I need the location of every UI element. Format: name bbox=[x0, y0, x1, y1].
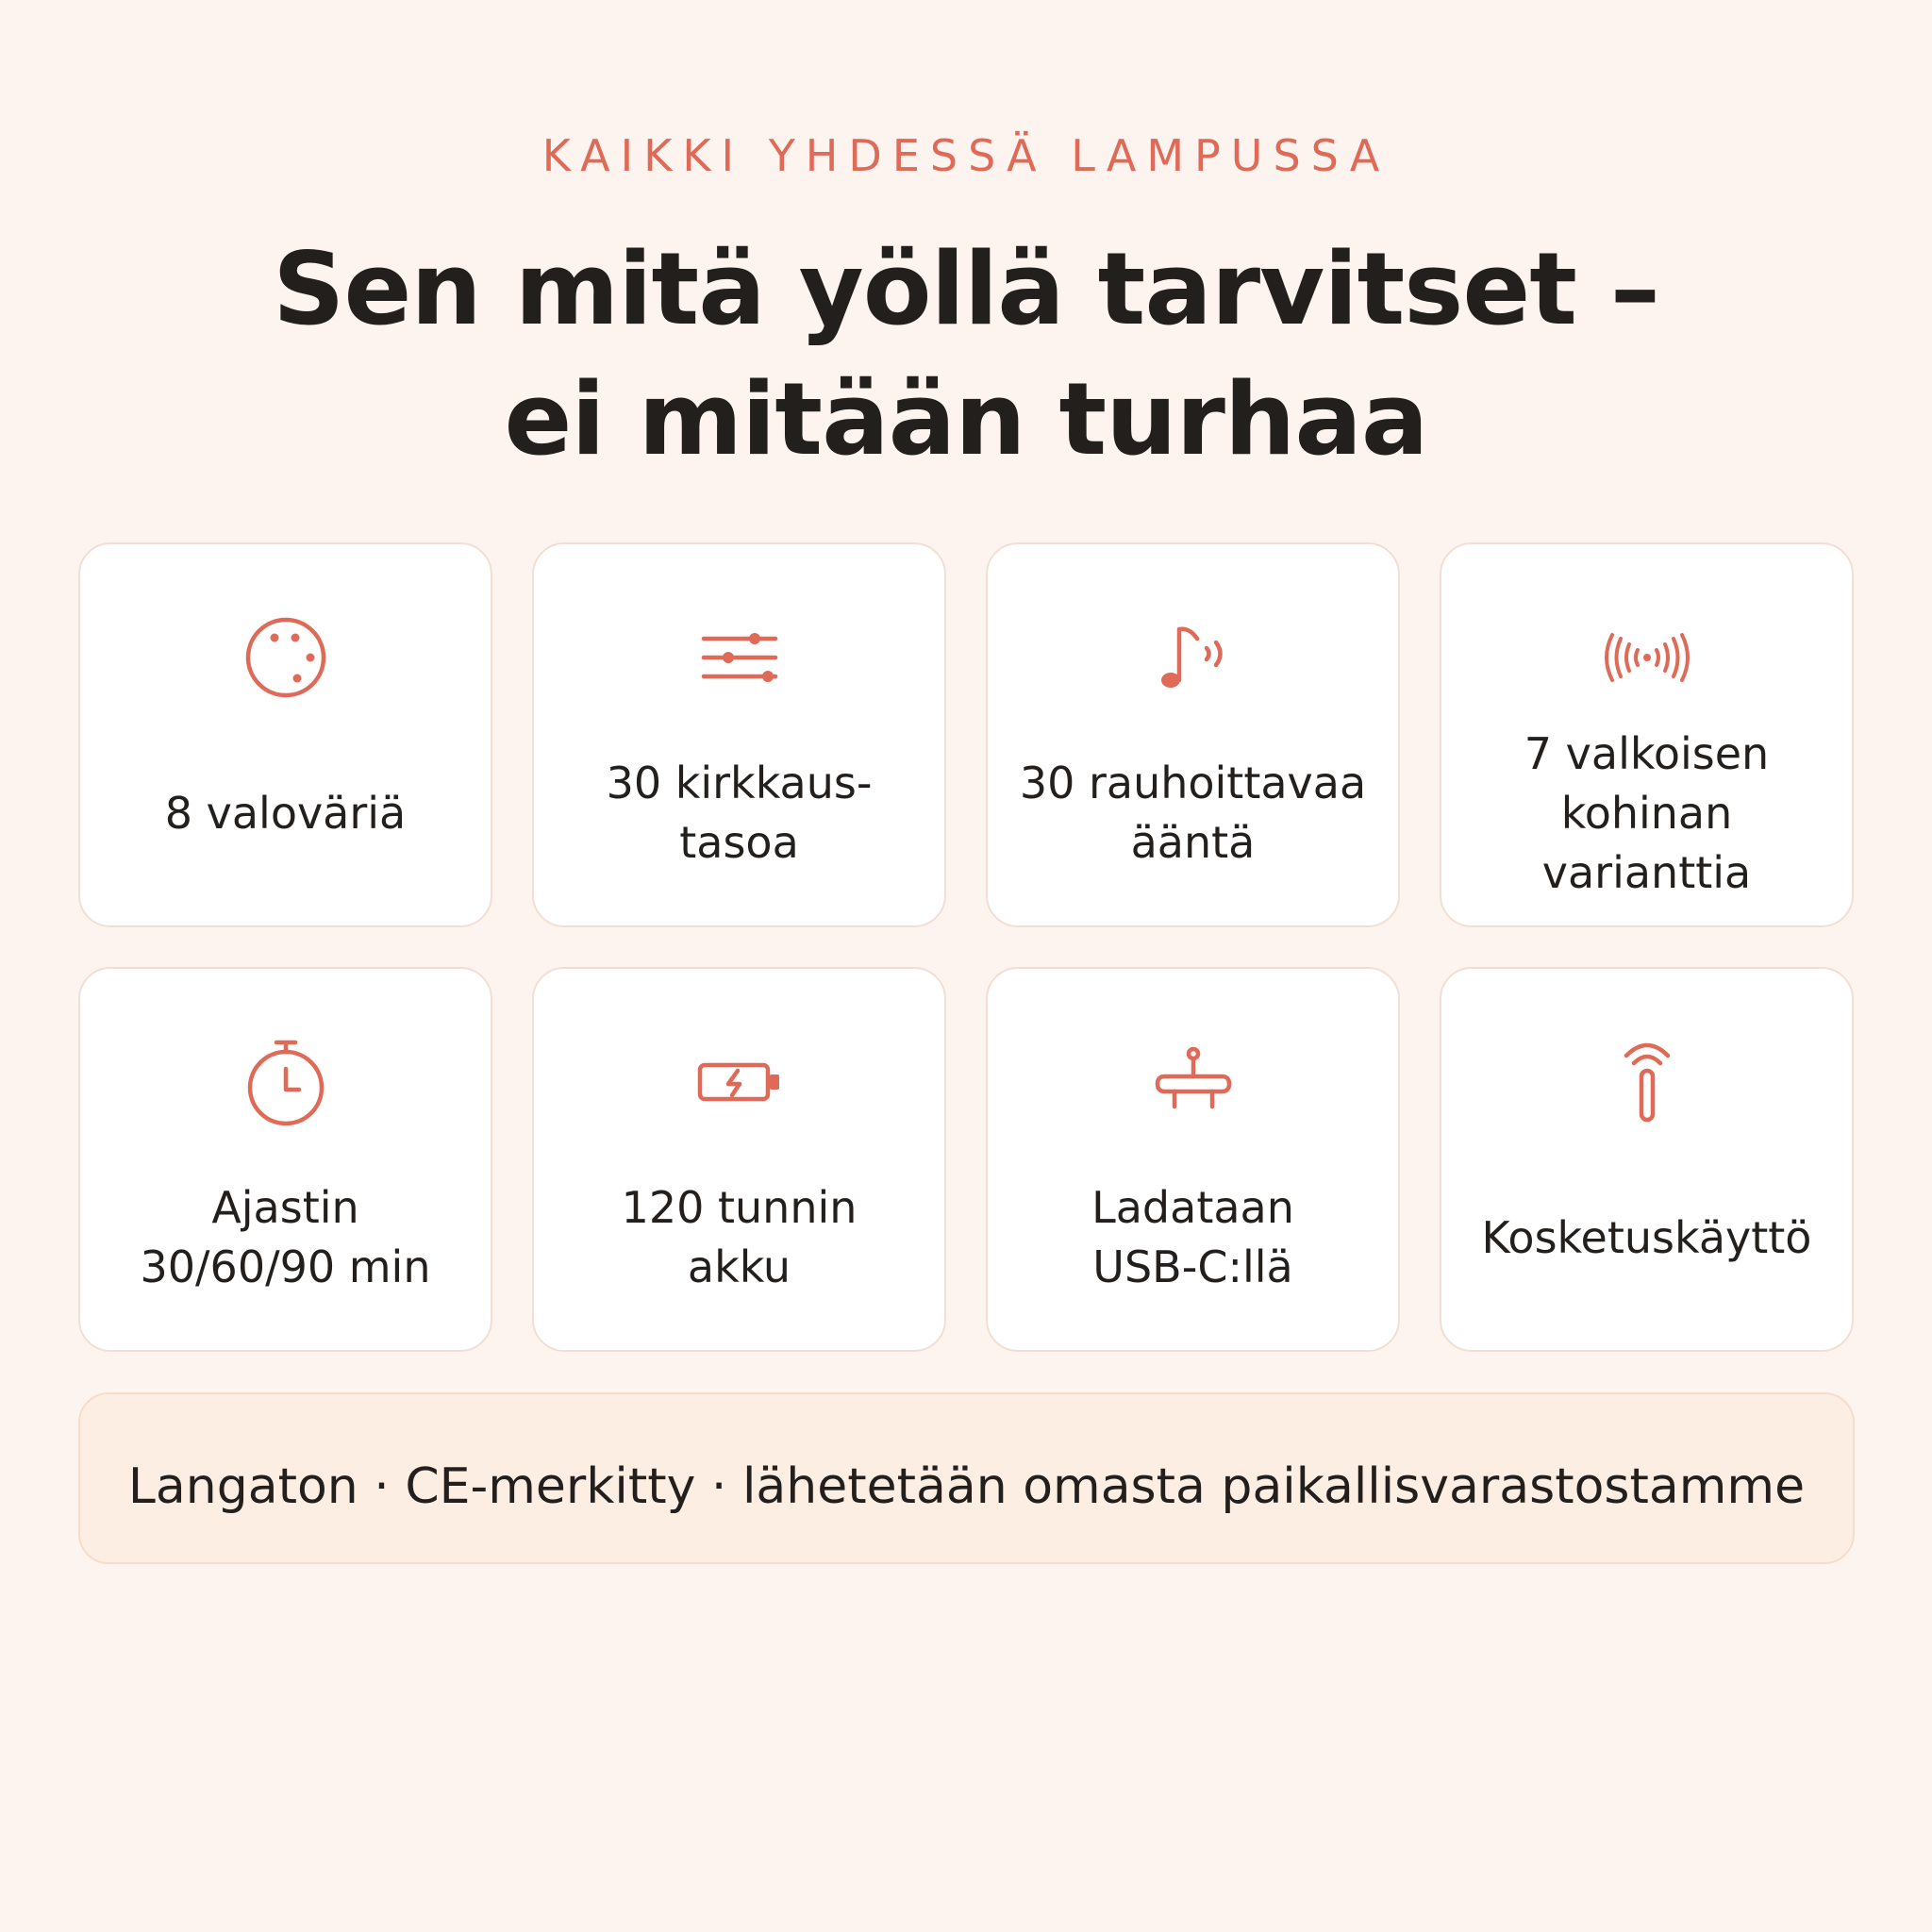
eyebrow-heading: KAIKKI YHDESSÄ LAMPUSSA bbox=[541, 130, 1391, 181]
feature-label: 120 tunnin akku bbox=[621, 1182, 858, 1292]
footer-banner bbox=[78, 1392, 1855, 1564]
music-note-icon bbox=[1146, 610, 1241, 705]
feature-card bbox=[532, 542, 946, 927]
usb-icon bbox=[1146, 1035, 1241, 1129]
feature-card bbox=[532, 967, 946, 1352]
feature-label: 7 valkoisen kohinan varianttia bbox=[1524, 727, 1770, 898]
feature-label: 8 valoväriä bbox=[164, 787, 407, 839]
feature-card bbox=[78, 542, 492, 927]
feature-label: Ajastin 30/60/90 min bbox=[140, 1182, 431, 1292]
feature-card bbox=[1440, 542, 1854, 927]
feature-card bbox=[78, 967, 492, 1352]
feature-label: 30 rauhoittavaa ääntä bbox=[1019, 758, 1367, 868]
sliders-icon bbox=[692, 610, 787, 705]
battery-charging-icon bbox=[692, 1035, 787, 1129]
feature-grid bbox=[78, 542, 1854, 1352]
feature-card bbox=[1440, 967, 1854, 1352]
feature-card bbox=[986, 967, 1400, 1352]
feature-label: Ladataan USB-C:llä bbox=[1091, 1182, 1294, 1292]
broadcast-waves-icon bbox=[1600, 610, 1694, 705]
footer-text: Langaton · CE-merkitty · lähetetään omasta paikallisvarastostamme bbox=[127, 1458, 1806, 1515]
page-title-line-2: ei mitään turhaa bbox=[504, 361, 1428, 477]
feature-card bbox=[986, 542, 1400, 927]
feature-label: 30 kirkkaus- tasoa bbox=[606, 758, 873, 868]
feature-label: Kosketuskäyttö bbox=[1481, 1211, 1812, 1263]
color-palette-icon bbox=[239, 610, 333, 705]
touch-icon bbox=[1600, 1035, 1694, 1129]
stopwatch-icon bbox=[239, 1035, 333, 1129]
page-title-line-1: Sen mitä yöllä tarvitset – bbox=[273, 231, 1659, 347]
page-title bbox=[0, 225, 1932, 485]
